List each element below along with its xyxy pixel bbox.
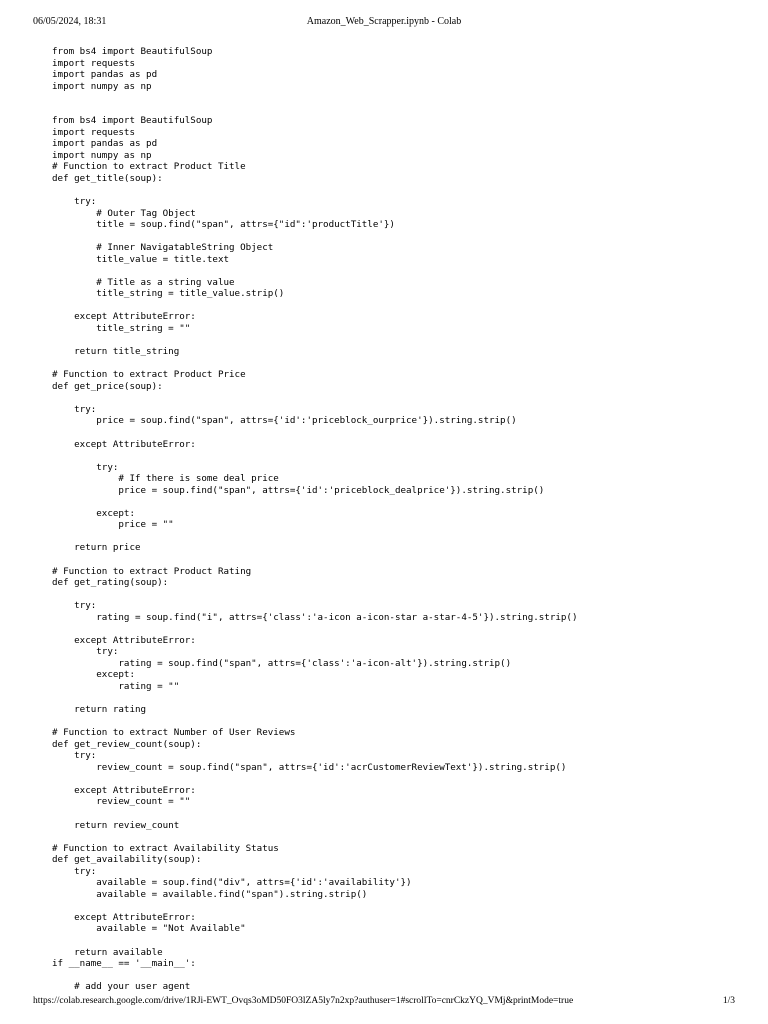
- code-cell[interactable]: [52, 115, 748, 993]
- code-line: if __name__ == '__main__':: [52, 958, 196, 970]
- code-line: try:: [52, 750, 97, 762]
- print-footer: [33, 994, 735, 1008]
- code-line: try:: [52, 403, 97, 415]
- code-line: rating = "": [52, 680, 180, 692]
- code-line: return rating: [52, 704, 147, 716]
- code-line: [52, 231, 748, 243]
- print-datetime: 06/05/2024, 18:31: [33, 16, 107, 27]
- code-line: [52, 392, 748, 404]
- code-line: available = available.find("span").string.strip(): [52, 888, 368, 900]
- code-line: title = soup.find("span", attrs={"id":'productTitle'}): [52, 219, 395, 231]
- code-line: except AttributeError:: [52, 311, 196, 323]
- code-line: except AttributeError:: [52, 438, 196, 450]
- notebook-content: [52, 46, 748, 993]
- code-line: except AttributeError:: [52, 634, 196, 646]
- code-line: review_count = soup.find("span", attrs={'id':'acrCustomerReviewText'}).string.strip(): [52, 761, 567, 773]
- code-line: [52, 693, 748, 705]
- code-line: try:: [52, 600, 97, 612]
- code-line: rating = soup.find("i", attrs={'class':'a-icon a-icon-star a-star-4-5'}).string.strip(): [52, 611, 578, 623]
- code-line: def get_price(soup):: [52, 380, 163, 392]
- page-url[interactable]: https://colab.research.google.com/drive/1RJi-EWT_Ovqs3oMD50FO3lZA5ly7n2xp?authuser=1#scrollTo=cnrCkzYQ_VMj&printMode=true: [33, 996, 574, 1006]
- code-line: return price: [52, 542, 141, 554]
- code-line: except:: [52, 507, 135, 519]
- code-line: available = "Not Available": [52, 923, 246, 935]
- code-line: import requests: [52, 57, 135, 69]
- code-line: [52, 773, 748, 785]
- code-line: # Outer Tag Object: [52, 207, 196, 219]
- code-line: [52, 496, 748, 508]
- code-line: # Inner NavigatableString Object: [52, 242, 274, 254]
- code-line: # Function to extract Availability Status: [52, 842, 279, 854]
- code-line: [52, 554, 748, 566]
- code-line: except:: [52, 669, 135, 681]
- code-line: return available: [52, 946, 163, 958]
- code-line: def get_title(soup):: [52, 172, 163, 184]
- code-line: available = soup.find("div", attrs={'id':'availability'}): [52, 877, 412, 889]
- code-line: [52, 427, 748, 439]
- code-line: [52, 831, 748, 843]
- code-line: # add your user agent: [52, 981, 191, 993]
- page-number: 1/3: [722, 996, 735, 1006]
- code-line: [52, 900, 748, 912]
- code-line: import requests: [52, 126, 135, 138]
- code-line: [52, 184, 748, 196]
- code-line: [52, 716, 748, 728]
- code-line: return title_string: [52, 346, 180, 358]
- code-line: # Function to extract Product Price: [52, 369, 246, 381]
- code-line: [52, 265, 748, 277]
- code-cell[interactable]: [52, 46, 748, 92]
- code-line: [52, 935, 748, 947]
- code-line: [52, 335, 748, 347]
- code-line: review_count = "": [52, 796, 191, 808]
- code-line: def get_rating(soup):: [52, 577, 169, 589]
- code-line: try:: [52, 865, 97, 877]
- code-line: import pandas as pd: [52, 138, 158, 150]
- document-title: Amazon_Web_Scrapper.ipynb - Colab: [306, 16, 462, 27]
- code-line: [52, 531, 748, 543]
- code-line: [52, 623, 748, 635]
- code-line: # Function to extract Product Title: [52, 161, 246, 173]
- code-line: try:: [52, 646, 119, 658]
- code-line: price = soup.find("span", attrs={'id':'priceblock_dealprice'}).string.strip(): [52, 484, 545, 496]
- code-line: import numpy as np: [52, 149, 152, 161]
- code-line: rating = soup.find("span", attrs={'class':'a-icon-alt'}).string.strip(): [52, 657, 512, 669]
- code-line: [52, 358, 748, 370]
- code-line: # If there is some deal price: [52, 473, 279, 485]
- code-line: [52, 970, 748, 982]
- code-line: [52, 450, 748, 462]
- print-header: [33, 14, 735, 30]
- code-line: except AttributeError:: [52, 911, 196, 923]
- code-line: import numpy as np: [52, 80, 152, 92]
- code-line: title_string = title_value.strip(): [52, 288, 285, 300]
- code-line: # Function to extract Product Rating: [52, 565, 252, 577]
- code-line: [52, 300, 748, 312]
- code-line: title_string = "": [52, 323, 191, 335]
- code-line: [52, 808, 748, 820]
- code-line: # Function to extract Number of User Reviews: [52, 727, 296, 739]
- code-line: from bs4 import BeautifulSoup: [52, 46, 213, 57]
- code-line: def get_review_count(soup):: [52, 738, 202, 750]
- code-line: def get_availability(soup):: [52, 854, 202, 866]
- code-line: title_value = title.text: [52, 253, 230, 265]
- code-line: import pandas as pd: [52, 69, 158, 81]
- code-line: except AttributeError:: [52, 784, 196, 796]
- code-line: [52, 589, 748, 601]
- code-line: return review_count: [52, 819, 180, 831]
- code-line: try:: [52, 196, 97, 208]
- code-line: try:: [52, 461, 119, 473]
- code-line: # Title as a string value: [52, 276, 235, 288]
- code-line: price = soup.find("span", attrs={'id':'priceblock_ourprice'}).string.strip(): [52, 415, 517, 427]
- code-line: price = "": [52, 519, 174, 531]
- code-line: from bs4 import BeautifulSoup: [52, 115, 213, 127]
